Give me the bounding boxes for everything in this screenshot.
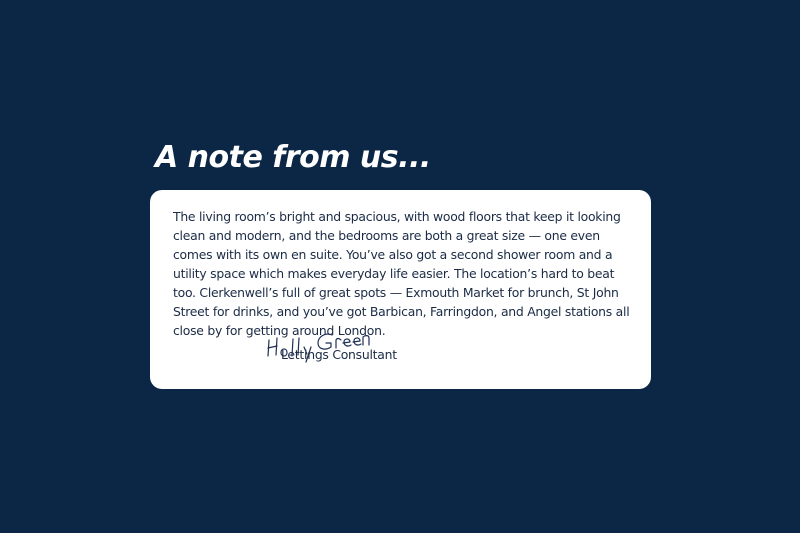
signatory-role: Lettings Consultant (281, 347, 397, 362)
note-card (150, 190, 651, 389)
page-heading: A note from us... (155, 140, 431, 175)
note-body: The living room’s bright and spacious, with wood floors that keep it looking clean and modern, and the bedrooms are both a great size — one even comes with its own en suite. You’ve also got a second shower room and a utility space which makes everyday life easier. The location’s hard to beat too. Clerkenwell’s full of great spots — Exmouth Market for brunch, St John Street for drinks, and you’ve got Barbican, Farringdon, and Angel stations all close by for getting around London. (173, 209, 630, 338)
